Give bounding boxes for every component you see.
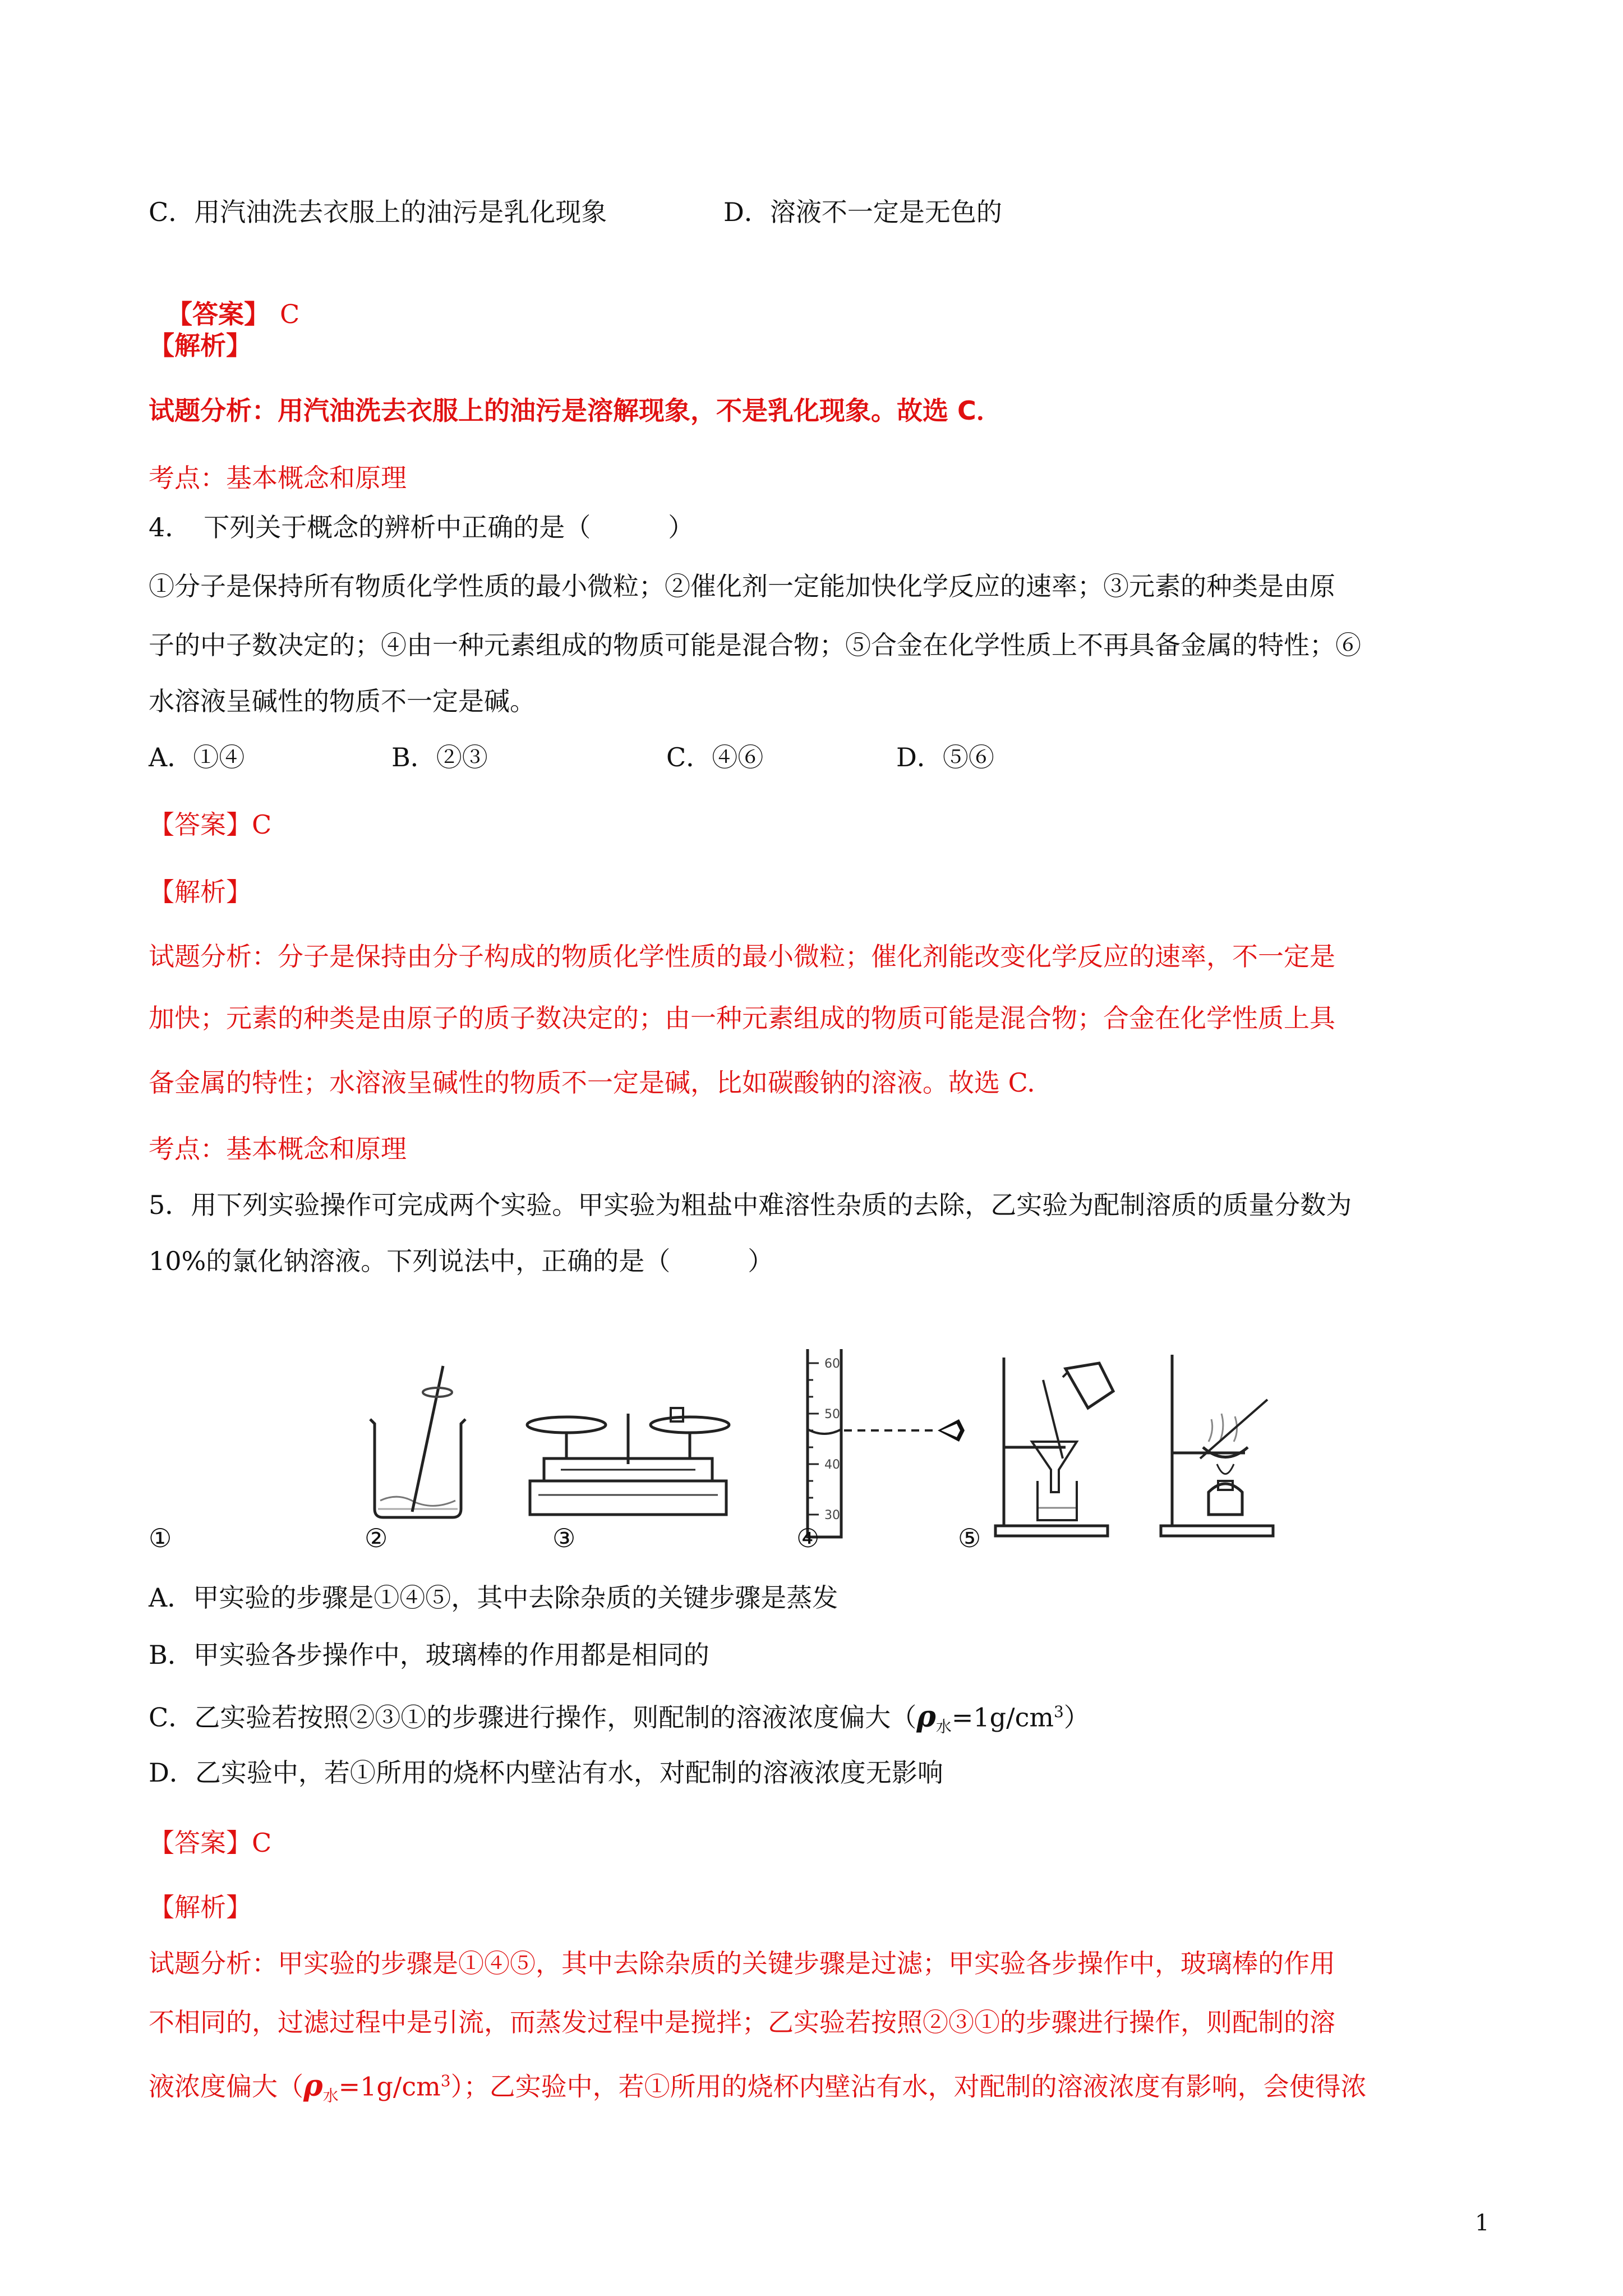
- q5-analysis-3: [149, 2064, 1367, 2113]
- rho-subscript: 水: [935, 1717, 952, 1736]
- q5-stem-2: 10%的氯化钠溶液。下列说法中，正确的是（ ）: [149, 1246, 774, 1276]
- q4-answer: 【答案】C: [149, 809, 272, 840]
- q4-analysis-2: 加快；元素的种类是由原子的质子数决定的；由一种元素组成的物质可能是混合物；合金在化学性质上具: [149, 1003, 1335, 1033]
- q5-option-c-text: C．乙实验若按照②③①的步骤进行操作，则配制的溶液浓度偏大（: [149, 1702, 917, 1733]
- rho-subscript-2: 水: [322, 2086, 339, 2105]
- q5-option-d: D．乙实验中，若①所用的烧杯内壁沾有水，对配制的溶液浓度无影响: [149, 1757, 943, 1788]
- q5-stem-1: 5．用下列实验操作可完成两个实验。甲实验为粗盐中难溶性杂质的去除，乙实验为配制溶质的质量分数为: [149, 1190, 1352, 1220]
- q5-analysis-1: 试题分析：甲实验的步骤是①④⑤，其中去除杂质的关键步骤是过滤；甲实验各步操作中，玻璃棒的作用: [149, 1948, 1335, 1978]
- kaodian-prev: 考点：基本概念和原理: [149, 463, 407, 493]
- q4-analysis-3: 备金属的特性；水溶液呈碱性的物质不一定是碱，比如碳酸钠的溶液。故选 C.: [149, 1068, 1035, 1098]
- q4-option-a: A．①④: [149, 742, 245, 772]
- beaker-stirring-figure: [359, 1358, 488, 1526]
- q4-option-c: C．④⑥: [666, 742, 764, 772]
- q4-analysis-label: 【解析】: [149, 877, 252, 907]
- q4-body-1: ①分子是保持所有物质化学性质的最小微粒；②催化剂一定能加快化学反应的速率；③元素的种类是由原: [149, 571, 1335, 601]
- figure-label-1: ①: [149, 1523, 172, 1553]
- density-exponent: 3: [1053, 1703, 1064, 1721]
- rho-symbol: ρ: [916, 1699, 936, 1734]
- q4-kaodian: 考点：基本概念和原理: [149, 1134, 407, 1164]
- option-c-prev: C．用汽油洗去衣服上的油污是乳化现象: [149, 197, 607, 227]
- q4-body-3: 水溶液呈碱性的物质不一定是碱。: [149, 686, 536, 716]
- q5-option-c: [149, 1695, 1090, 1744]
- page-number: 1: [1475, 2210, 1490, 2236]
- density-value-2: =1g/cm: [338, 2071, 441, 2102]
- answer-label: 【答案】: [167, 299, 270, 329]
- figure-label-5: ⑤: [958, 1523, 981, 1553]
- q5-analysis-label: 【解析】: [149, 1892, 252, 1922]
- q5-answer: 【答案】C: [149, 1828, 272, 1858]
- figure-label-3: ③: [552, 1523, 576, 1553]
- q5-option-b: B．甲实验各步操作中，玻璃棒的作用都是相同的: [149, 1640, 709, 1670]
- q4-body-2: 子的中子数决定的；④由一种元素组成的物质可能是混合物；⑤合金在化学性质上不再具备金属的特性；⑥: [149, 630, 1361, 660]
- analysis-label-prev: 【解析】: [149, 330, 252, 361]
- tick-30: 30: [824, 1508, 840, 1522]
- tick-40: 40: [824, 1458, 840, 1472]
- q5-option-a: A．甲实验的步骤是①④⑤，其中去除杂质的关键步骤是蒸发: [149, 1582, 838, 1613]
- q5-analysis-2: 不相同的，过滤过程中是引流，而蒸发过程中是搅拌；乙实验若按照②③①的步骤进行操作，则配制的溶: [149, 2007, 1335, 2037]
- answer-line-prev: [149, 264, 299, 331]
- filtration-figure: [993, 1346, 1122, 1543]
- q4-option-b: B．②③: [391, 742, 488, 772]
- figure-label-2: ②: [365, 1523, 388, 1553]
- density-exponent-2: 3: [440, 2072, 451, 2090]
- q4-option-d: D．⑤⑥: [896, 742, 994, 772]
- density-value: =1g/cm: [951, 1702, 1054, 1733]
- tick-60: 60: [824, 1357, 840, 1371]
- q5-analysis-3-pre: 液浓度偏大（: [149, 2071, 303, 2102]
- q4-stem: 4． 下列关于概念的辨析中正确的是（ ）: [149, 512, 694, 542]
- option-d-prev: D．溶液不一定是无色的: [723, 197, 1002, 227]
- close-paren: ）: [1063, 1702, 1090, 1733]
- analysis-text-prev: 试题分析：用汽油洗去衣服上的油污是溶解现象，不是乳化现象。故选 C．: [149, 395, 1002, 426]
- balance-figure: [522, 1397, 735, 1537]
- answer-value: C: [280, 299, 300, 329]
- graduated-cylinder-figure: [791, 1346, 976, 1543]
- q4-analysis-1: 试题分析：分子是保持由分子构成的物质化学性质的最小微粒；催化剂能改变化学反应的速率，不一定是: [149, 941, 1335, 972]
- evaporation-figure: [1155, 1346, 1284, 1543]
- figure-label-4: ④: [796, 1523, 820, 1553]
- tick-50: 50: [824, 1407, 840, 1421]
- rho-symbol-2: ρ: [303, 2068, 323, 2103]
- q5-analysis-3-post: ）；乙实验中，若①所用的烧杯内壁沾有水，对配制的溶液浓度有影响，会使得浓: [450, 2071, 1367, 2102]
